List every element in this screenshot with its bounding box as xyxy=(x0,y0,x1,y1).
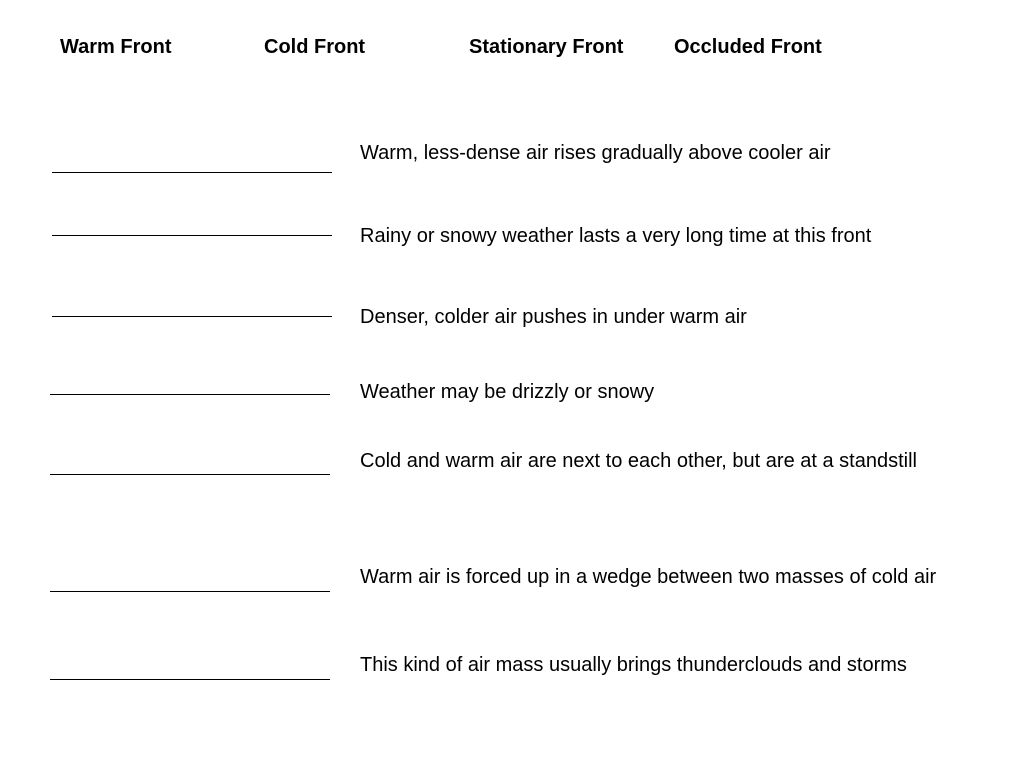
statement-2: Rainy or snowy weather lasts a very long time at this front xyxy=(360,225,872,247)
term-warm-front: Warm Front xyxy=(60,36,172,58)
term-cold-front: Cold Front xyxy=(264,36,366,58)
statement-4: Weather may be drizzly or snowy xyxy=(360,381,655,403)
answer-blank-4[interactable] xyxy=(50,394,330,395)
statement-6: Warm air is forced up in a wedge between two masses of cold air xyxy=(360,566,937,588)
answer-blank-3[interactable] xyxy=(52,316,332,317)
answer-blank-1[interactable] xyxy=(52,172,332,173)
answer-blank-2[interactable] xyxy=(52,235,332,236)
statement-3: Denser, colder air pushes in under warm air xyxy=(360,306,747,328)
answer-blank-7[interactable] xyxy=(50,679,330,680)
term-occluded-front: Occluded Front xyxy=(674,36,822,58)
answer-blank-5[interactable] xyxy=(50,474,330,475)
statement-7: This kind of air mass usually brings thunderclouds and storms xyxy=(360,654,907,676)
answer-blank-6[interactable] xyxy=(50,591,330,592)
statement-5: Cold and warm air are next to each other, but are at a standstill xyxy=(360,450,917,472)
statement-1: Warm, less-dense air rises gradually above cooler air xyxy=(360,142,831,164)
term-stationary-front: Stationary Front xyxy=(469,36,624,58)
